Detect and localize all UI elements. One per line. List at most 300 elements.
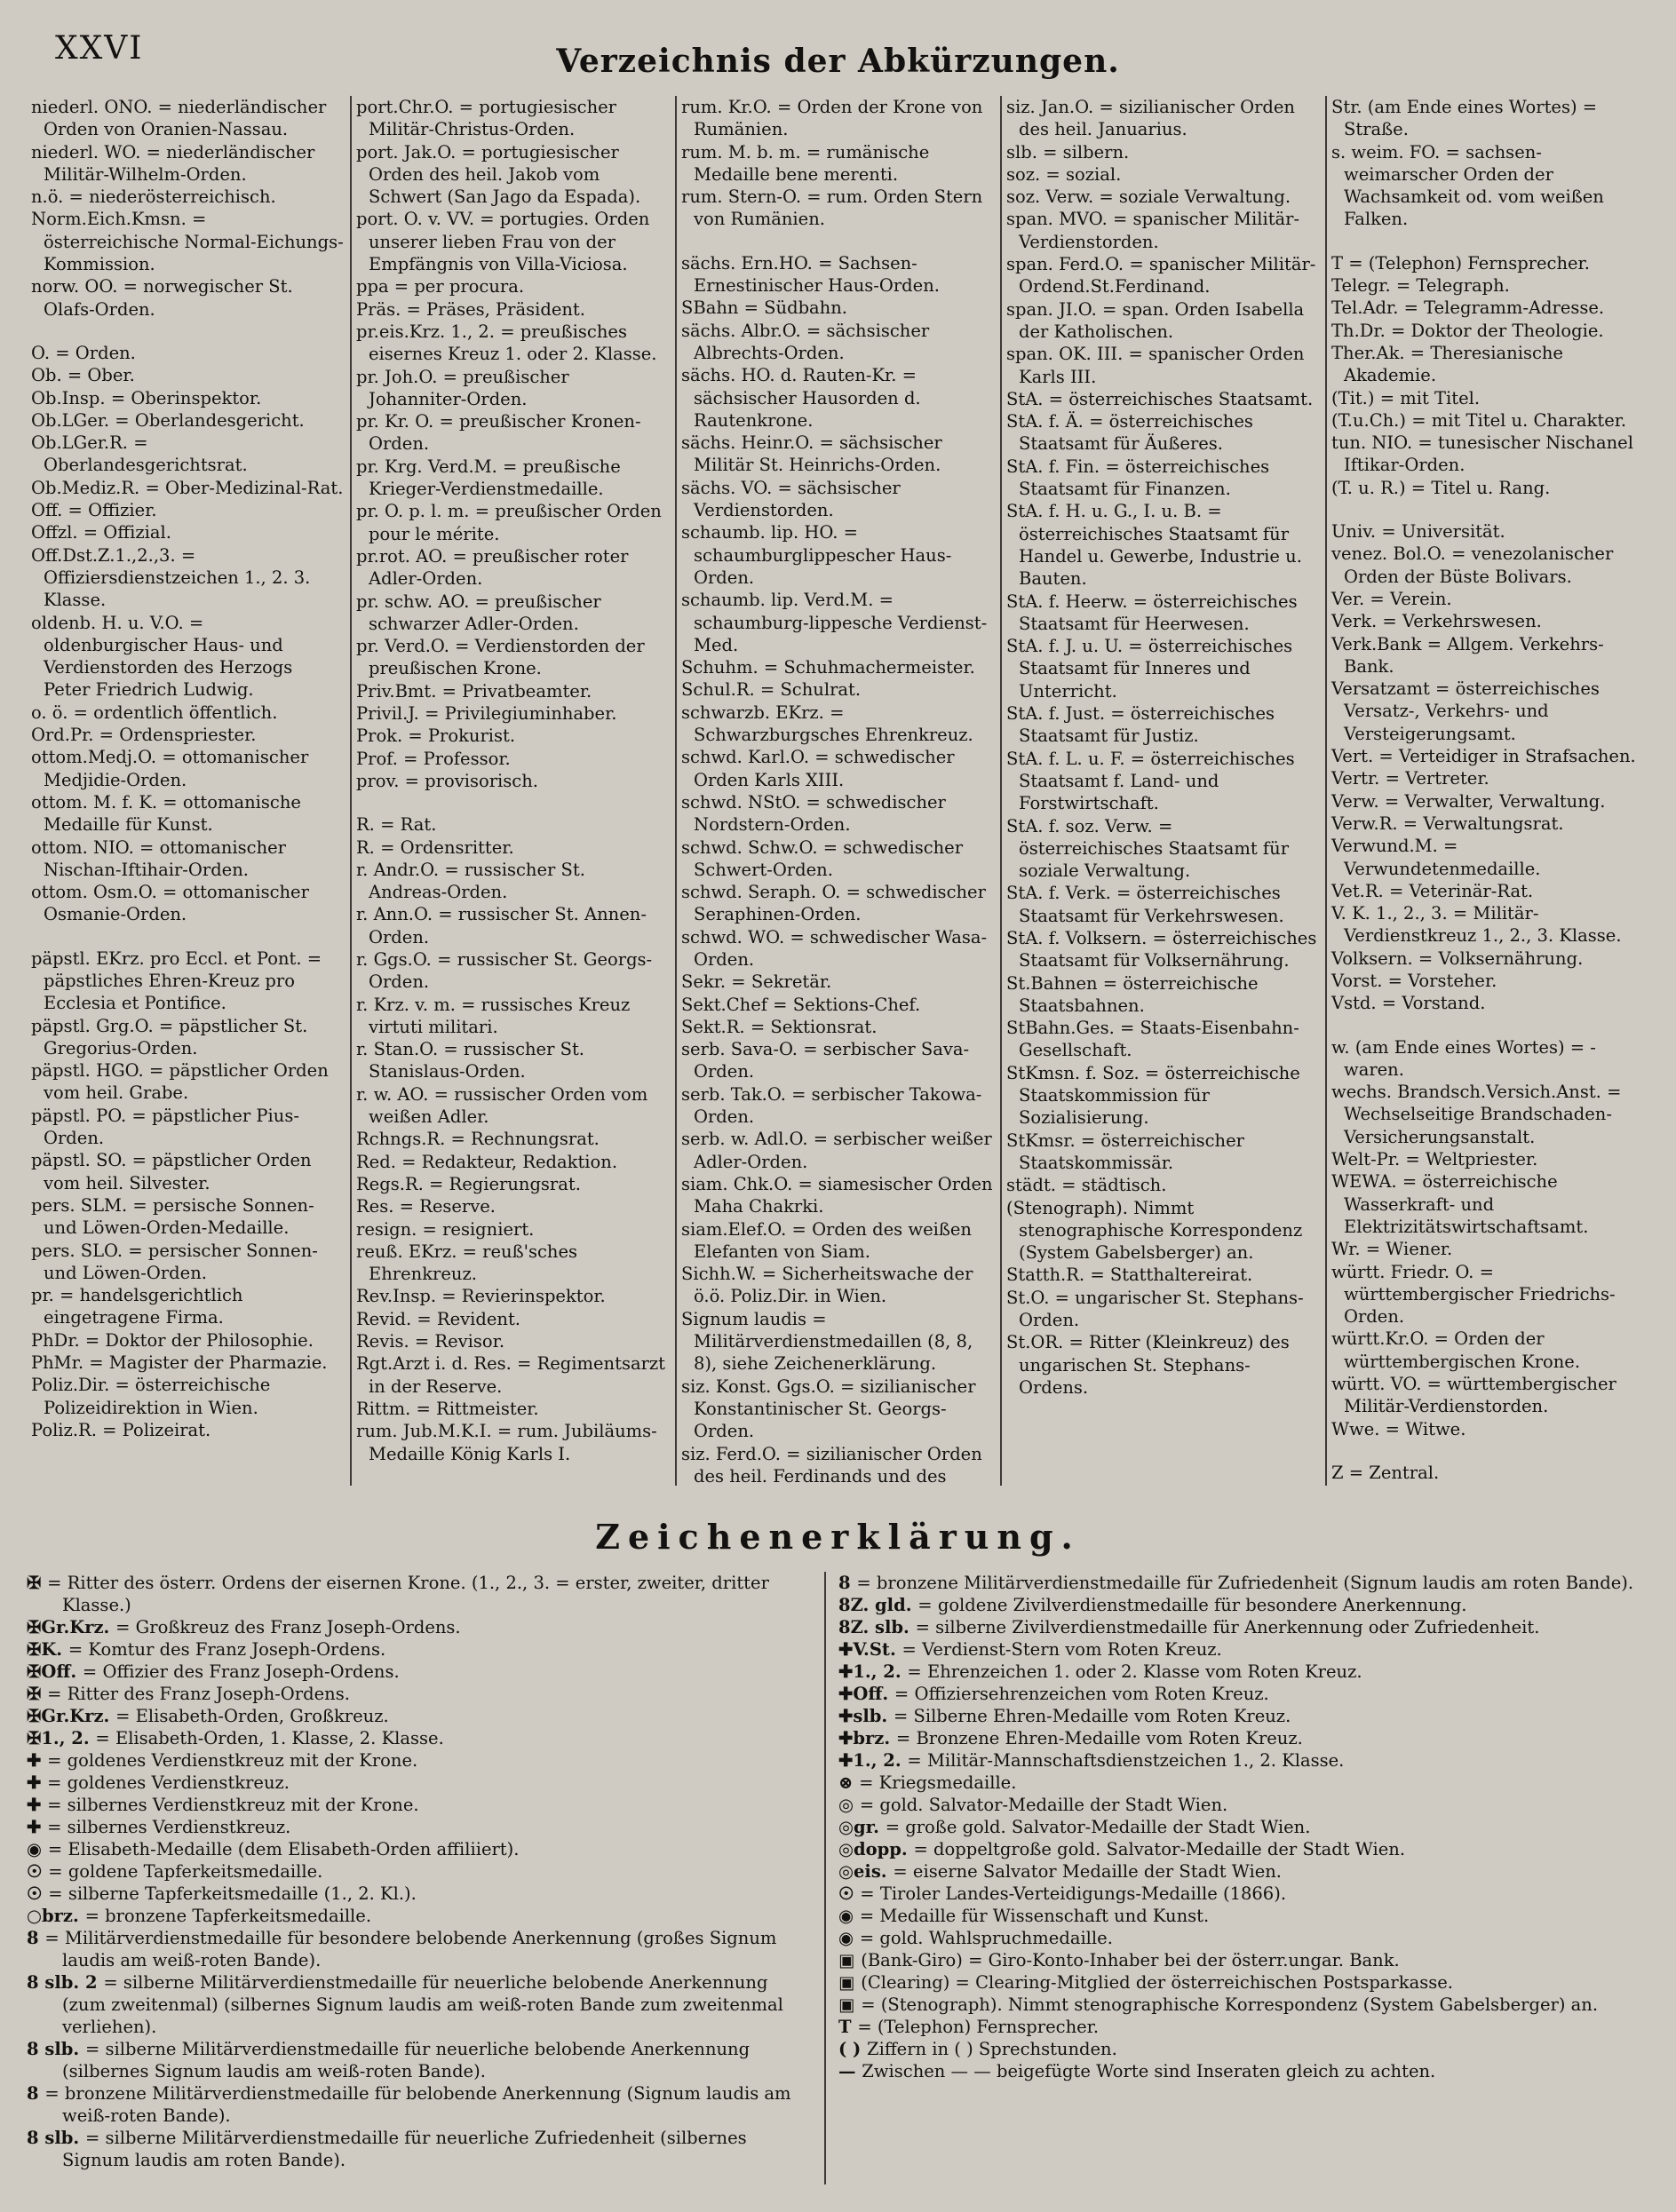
abbreviation-entry: Offzl. = Offizial.	[31, 522, 171, 543]
abbreviation-entry: ottom. M. f. K. = ottomanische Medaille für Kunst.	[31, 791, 301, 836]
legend-symbol: ✚	[27, 1772, 48, 1793]
abbreviation-entry: päpstl. HGO. = päpstlicher Orden vom heil. Grabe.	[31, 1060, 329, 1104]
abbreviation-entry: Ver. = Verein.	[1331, 588, 1452, 609]
abbreviation-entry: schwd. NStO. = schwedischer Nordstern-Orden.	[681, 791, 946, 836]
legend-entry	[838, 1638, 1652, 1661]
abbreviation-entry: Wr. = Wiener.	[1331, 1239, 1453, 1260]
abbreviation-entry: schaumb. lip. Verd.M. = schaumburg-lippesche Verdienst-Med.	[681, 590, 988, 655]
abbreviation-entry: pr. schw. AO. = preußischer schwarzer Adler-Orden.	[356, 591, 601, 634]
legend-text: = Silberne Ehren-Medaille vom Roten Kreuz.	[893, 1706, 1291, 1726]
legend-entry	[838, 1683, 1652, 1705]
legend-entry	[838, 1949, 1652, 1971]
abbreviation-entry: span. Ferd.O. = spanischer Militär-Ordend.St.Ferdinand.	[1006, 254, 1316, 297]
legend-symbol: ✚1., 2.	[838, 1661, 908, 1682]
abbreviation-entry: reuß. EKrz. = reuß'sches Ehrenkreuz.	[356, 1241, 578, 1285]
legend-entry	[27, 1838, 812, 1860]
legend-entry	[27, 1860, 812, 1883]
abbr-column-5	[1327, 96, 1652, 1486]
legend-entry	[838, 1616, 1652, 1638]
abbreviation-entry: StA. = österreichisches Staatsamt.	[1006, 388, 1314, 409]
abbreviation-entry: niederl. WO. = niederländischer Militär-Wilhelm-Orden.	[31, 141, 315, 185]
abbreviation-entry: StA. f. Verk. = österreichisches Staatsamt für Verkehrswesen.	[1006, 883, 1284, 926]
abbreviation-entry: prov. = provisorisch.	[356, 770, 538, 791]
abbreviation-entry: wechs. Brandsch.Versich.Anst. = Wechselseitige Brandschaden-Versicherungsanstalt.	[1331, 1082, 1622, 1147]
legend-text: = eiserne Salvator Medaille der Stadt Wien.	[893, 1861, 1283, 1882]
abbreviation-entry: Ob. = Ober.	[31, 365, 135, 386]
legend-text: = Militärverdienstmedaille für besondere belobende Anerkennung (großes Signum laudis am weiß-roten Bande).	[44, 1928, 777, 1970]
abbreviation-entry: tun. NIO. = tunesischer Nischanel Iftikar-Orden.	[1331, 432, 1633, 476]
legend-symbol: ⊗	[838, 1772, 860, 1793]
legend-text: = Medaille für Wissenschaft und Kunst.	[859, 1906, 1210, 1926]
abbr-column-2	[352, 96, 677, 1486]
legend-entry	[27, 1905, 812, 1927]
legend-symbol: ○brz.	[27, 1906, 85, 1926]
abbreviation-entry: Regs.R. = Regierungsrat.	[356, 1173, 581, 1194]
abbreviation-entry: StA. f. Just. = österreichisches Staatsamt für Justiz.	[1006, 703, 1275, 747]
legend-symbol: ✠Off.	[27, 1661, 83, 1682]
abbreviation-entry: Signum laudis = Militärverdienstmedaillen (8, 8, 8), siehe Zeichenerklärung.	[681, 1308, 973, 1375]
legend-text: = (Telephon) Fernsprecher.	[857, 2017, 1100, 2037]
legend-text: = Ritter des Franz Joseph-Ordens.	[47, 1684, 350, 1704]
legend-entry	[838, 1994, 1652, 2016]
legend-entry	[838, 1860, 1652, 1883]
page-number: XXVI	[55, 30, 144, 67]
abbreviation-entry: Revis. = Revisor.	[356, 1331, 505, 1352]
abbreviation-entry: pr.rot. AO. = preußischer roter Adler-Orden.	[356, 545, 629, 590]
legend-entry	[838, 1661, 1652, 1683]
legend-symbol: 8Z. slb.	[838, 1617, 916, 1637]
legend-symbol: 8 slb.	[27, 2128, 85, 2148]
abbreviation-entry: (T. u. R.) = Titel u. Rang.	[1331, 477, 1551, 498]
abbreviation-entry: Prok. = Prokurist.	[356, 725, 516, 747]
legend-symbol: 8 slb.	[27, 2039, 85, 2059]
legend-symbol: ▣	[838, 1950, 862, 1970]
legend-symbol: ✚slb.	[838, 1706, 894, 1726]
abbreviation-entry: R. = Rat.	[356, 814, 437, 836]
abbreviation-entry: pers. SLM. = persische Sonnen- und Löwen-Orden-Medaille.	[31, 1194, 314, 1239]
abbreviation-entry: Priv.Bmt. = Privatbeamter.	[356, 680, 592, 702]
legend-entry	[27, 1971, 812, 2038]
abbreviation-entry: StA. f. Ä. = österreichisches Staatsamt für Äußeres.	[1006, 411, 1253, 455]
abbreviation-entry: Volksern. = Volksernährung.	[1331, 947, 1584, 969]
abbreviation-entry: Vert. = Verteidiger in Strafsachen.	[1331, 746, 1636, 767]
legend-symbol: ◉	[838, 1928, 860, 1948]
abbreviation-entry: pr. Joh.O. = preußischer Johanniter-Orden.	[356, 366, 569, 409]
legend-symbol: ✠	[27, 1573, 48, 1593]
abbreviation-entry: serb. w. Adl.O. = serbischer weißer Adler-Orden.	[681, 1129, 992, 1172]
abbreviation-entry: sächs. Ern.HO. = Sachsen-Ernestinischer Haus-Orden.	[681, 252, 940, 297]
legend-text: = gold. Salvator-Medaille der Stadt Wien.	[859, 1795, 1228, 1815]
legend-text: = goldene Tapferkeitsmedaille.	[48, 1861, 323, 1882]
abbreviation-entry: span. JI.O. = span. Orden Isabella der Katholischen.	[1006, 298, 1305, 342]
abbreviation-entry: Verk. = Verkehrswesen.	[1331, 611, 1542, 632]
legend-symbol: ✠Gr.Krz.	[27, 1617, 116, 1637]
abbreviation-entry: soz. = sozial.	[1006, 163, 1122, 185]
abbreviation-entry: Präs. = Präses, Präsident.	[356, 298, 585, 320]
abbreviation-entry: päpstl. Grg.O. = päpstlicher St. Gregorius-Orden.	[31, 1015, 308, 1058]
legend-entry	[838, 2038, 1652, 2060]
abbreviation-entry: Poliz.Dir. = österreichische Polizeidirektion in Wien.	[31, 1375, 271, 1418]
legend-entry	[838, 1572, 1652, 1594]
abbreviation-entry: Ord.Pr. = Ordenspriester.	[31, 725, 257, 746]
legend-symbol: ✠K.	[27, 1639, 68, 1660]
legend-entry	[27, 1749, 812, 1772]
abbreviation-entry: s. weim. FO. = sachsen-weimarscher Orden der Wachsamkeit od. vom weißen Falken.	[1331, 141, 1604, 230]
legend-entry	[27, 1794, 812, 1816]
abbreviation-entry: St.O. = ungarischer St. Stephans-Orden.	[1006, 1287, 1304, 1331]
legend-text: = goldenes Verdienstkreuz mit der Krone.	[47, 1750, 418, 1771]
abbreviation-entry: WEWA. = österreichische Wasserkraft- und Elektrizitätswirtschaftsamt.	[1331, 1171, 1589, 1237]
abbr-column-1	[27, 96, 352, 1486]
legend-symbol: ( )	[838, 2039, 868, 2059]
legend-text: = doppeltgroße gold. Salvator-Medaille der Stadt Wien.	[913, 1839, 1406, 1859]
legend-text: = Komtur des Franz Joseph-Ordens.	[68, 1639, 386, 1660]
abbreviation-entry: StA. f. Volksern. = österreichisches Staatsamt für Volksernährung.	[1006, 927, 1317, 971]
abbreviation-entry: port.Chr.O. = portugiesischer Militär-Christus-Orden.	[356, 97, 617, 140]
abbreviation-entry: (Stenograph). Nimmt stenographische Korrespondenz (System Gabelsberger) an.	[1006, 1197, 1303, 1264]
abbreviations-columns	[27, 96, 1652, 1486]
legend-entry	[27, 1927, 812, 1971]
abbreviation-entry: Vet.R. = Veterinär-Rat.	[1331, 880, 1534, 901]
legend-text: = Elisabeth-Medaille (dem Elisabeth-Orden affiliiert).	[47, 1839, 520, 1859]
abbreviation-entry: schwd. WO. = schwedischer Wasa-Orden.	[681, 926, 988, 970]
abbreviation-entry: siz. Ferd.O. = sizilianischer Orden des heil. Ferdinands und des	[681, 1443, 982, 1486]
abbreviation-entry: slb. = silbern.	[1006, 141, 1130, 163]
abbreviation-entry: (Tit.) = mit Titel.	[1331, 387, 1481, 408]
legend-symbol: ✚V.St.	[838, 1639, 902, 1660]
legend-entry	[27, 1705, 812, 1727]
legend-section	[27, 1572, 1652, 2184]
abbreviation-entry: Red. = Redakteur, Redaktion.	[356, 1151, 618, 1172]
abbreviation-entry: ppa = per procura.	[356, 276, 525, 297]
abbreviation-entry: pr.eis.Krz. 1., 2. = preußisches eisernes Kreuz 1. oder 2. Klasse.	[356, 321, 657, 365]
legend-text: = silberne Militärverdienstmedaille für neuerliche belobende Anerkennung (zum zweitenmal) (silbernes Signum laudis am weiß-roten Bande zum zweitenmal verliehen).	[62, 1972, 783, 2037]
abbreviation-entry: Off.Dst.Z.1.,2.,3. = Offiziersdienstzeichen 1., 2. 3. Klasse.	[31, 544, 311, 611]
legend-text: = große gold. Salvator-Medaille der Stadt Wien.	[885, 1817, 1311, 1837]
abbreviation-entry: Vstd. = Vorstand.	[1331, 993, 1486, 1014]
abbreviation-entry: T = (Telephon) Fernsprecher.	[1331, 252, 1590, 274]
abbreviation-entry: sächs. Albr.O. = sächsischer Albrechts-Orden.	[681, 320, 930, 363]
abbreviation-entry: Th.Dr. = Doktor der Theologie.	[1331, 320, 1604, 341]
abbreviation-entry: resign. = resigniert.	[356, 1218, 535, 1240]
legend-symbol: ◉	[838, 1906, 860, 1926]
legend-text: = silberne Tapferkeitsmedaille (1., 2. Kl.).	[48, 1883, 417, 1904]
legend-symbol: ◎	[838, 1795, 860, 1815]
legend-symbol: ☉	[838, 1883, 861, 1904]
legend-entry	[838, 1794, 1652, 1816]
legend-symbol: ✚	[27, 1750, 48, 1771]
abbr-column-3	[677, 96, 1002, 1486]
abbreviation-entry: pr. Kr. O. = preußischer Kronen-Orden.	[356, 411, 641, 455]
legend-text: = bronzene Tapferkeitsmedaille.	[84, 1906, 372, 1926]
legend-entry	[838, 1971, 1652, 1994]
legend-symbol: 8 slb. 2	[27, 1972, 104, 1993]
legend-symbol: ✚brz.	[838, 1728, 896, 1748]
abbreviation-entry: päpstl. EKrz. pro Eccl. et Pont. = päpstliches Ehren-Kreuz pro Ecclesia et Pontifice.	[31, 947, 322, 1014]
abbreviation-entry: StA. f. H. u. G., I. u. B. = österreichisches Staatsamt für Handel u. Gewerbe, Industrie u. Bauten.	[1006, 501, 1302, 590]
abbreviation-entry: städt. = städtisch.	[1006, 1175, 1167, 1196]
legend-entry	[27, 2038, 812, 2082]
abbreviation-entry: Z = Zentral.	[1331, 1462, 1440, 1483]
legend-text: = Offiziersehrenzeichen vom Roten Kreuz.	[894, 1684, 1269, 1704]
legend-entry	[27, 1661, 812, 1683]
abbreviation-entry: Revid. = Revident.	[356, 1308, 520, 1329]
abbreviation-entry: O. = Orden.	[31, 342, 136, 363]
abbreviation-entry: württ.Kr.O. = Orden der württembergischen Krone.	[1331, 1328, 1581, 1372]
legend-symbol: ✠	[27, 1684, 48, 1704]
abbreviation-entry: Verwund.M. = Verwundetenmedaille.	[1331, 836, 1541, 879]
legend-symbol: ✠Gr.Krz.	[27, 1706, 116, 1726]
legend-entry	[27, 1572, 812, 1616]
abbreviation-entry: Verk.Bank = Allgem. Verkehrs-Bank.	[1331, 633, 1604, 677]
abbreviation-entry: soz. Verw. = soziale Verwaltung.	[1006, 186, 1291, 208]
legend-symbol: ▣	[838, 1972, 862, 1993]
abbreviation-entry: Verw. = Verwalter, Verwaltung.	[1331, 790, 1606, 812]
legend-text: = Elisabeth-Orden, Großkreuz.	[115, 1706, 389, 1726]
legend-text: (Bank-Giro) = Giro-Konto-Inhaber bei der österr.ungar. Bank.	[861, 1950, 1400, 1970]
abbreviation-entry: venez. Bol.O. = venezolanischer Orden der Büste Bolivars.	[1331, 543, 1614, 587]
legend-entry	[27, 1772, 812, 1794]
legend-text: = Ehrenzeichen 1. oder 2. Klasse vom Roten Kreuz.	[907, 1661, 1362, 1682]
legend-entry	[838, 1705, 1652, 1727]
abbreviation-entry: Telegr. = Telegraph.	[1331, 275, 1510, 297]
abbreviation-entry: Rittm. = Rittmeister.	[356, 1398, 539, 1419]
legend-entry	[27, 1727, 812, 1749]
legend-text: = silberne Zivilverdienstmedaille für Anerkennung oder Zufriedenheit.	[915, 1617, 1540, 1637]
abbreviation-entry: Rev.Insp. = Revierinspektor.	[356, 1286, 606, 1307]
legend-symbol: ▣	[838, 1994, 862, 2015]
abbreviation-entry: Sekr. = Sekretär.	[681, 971, 832, 993]
abbreviation-entry: ottom. Osm.O. = ottomanischer Osmanie-Orden.	[31, 882, 309, 925]
abbreviation-entry: pr. O. p. l. m. = preußischer Orden pour le mérite.	[356, 501, 662, 544]
abbreviation-entry: StBahn.Ges. = Staats-Eisenbahn-Gesellschaft.	[1006, 1018, 1299, 1061]
legend-text: = (Stenograph). Nimmt stenographische Korrespondenz (System Gabelsberger) an.	[861, 1994, 1599, 2015]
legend-symbol: ☉	[27, 1883, 49, 1904]
legend-symbol: ✚	[27, 1795, 48, 1815]
abbreviation-entry: Vorst. = Vorsteher.	[1331, 970, 1497, 991]
abbreviation-entry: serb. Sava-O. = serbischer Sava-Orden.	[681, 1039, 970, 1082]
abbreviation-entry: Tel.Adr. = Telegramm-Adresse.	[1331, 297, 1605, 319]
abbreviation-entry: SBahn = Südbahn.	[681, 297, 847, 319]
legend-text: = Militär-Mannschaftsdienstzeichen 1., 2. Klasse.	[907, 1750, 1345, 1771]
abbreviation-entry: Ob.LGer.R. = Oberlandesgerichtsrat.	[31, 432, 248, 476]
abbreviation-entry: Wwe. = Witwe.	[1331, 1418, 1466, 1439]
legend-text: = silberne Militärverdienstmedaille für neuerliche Zufriedenheit (silbernes Signum laudis am roten Bande).	[62, 2128, 747, 2170]
abbreviation-entry: r. w. AO. = russischer Orden vom weißen Adler.	[356, 1083, 648, 1128]
abbreviation-entry: Res. = Reserve.	[356, 1196, 496, 1217]
legend-symbol: 8	[27, 2083, 45, 2104]
legend-symbol: ◎gr.	[838, 1817, 886, 1837]
abbreviation-entry: St.Bahnen = österreichische Staatsbahnen.	[1006, 972, 1259, 1016]
abbreviation-entry: span. OK. III. = spanischer Orden Karls III.	[1006, 344, 1305, 387]
abbreviation-entry: PhDr. = Doktor der Philosophie.	[31, 1329, 314, 1351]
abbreviation-entry: Sichh.W. = Sicherheitswache der ö.ö. Poliz.Dir. in Wien.	[681, 1264, 973, 1307]
abbreviation-entry: pr. Verd.O. = Verdienstorden der preußischen Krone.	[356, 636, 645, 679]
legend-entry	[27, 1638, 812, 1661]
abbreviation-entry: württ. Friedr. O. = württembergischer Friedrichs-Orden.	[1331, 1261, 1616, 1328]
legend-text: = goldene Zivilverdienstmedaille für besondere Anerkennung.	[917, 1595, 1467, 1615]
legend-entry	[838, 1838, 1652, 1860]
legend-text: = bronzene Militärverdienstmedaille für Zufriedenheit (Signum laudis am roten Bande).	[856, 1573, 1634, 1593]
abbreviation-entry: Verw.R. = Verwaltungsrat.	[1331, 813, 1564, 834]
abbreviation-entry: Prof. = Professor.	[356, 748, 511, 769]
abbreviation-entry: Off. = Offizier.	[31, 500, 157, 521]
abbreviation-entry: Norm.Eich.Kmsn. = österreichische Normal-Eichungs-Kommission.	[31, 209, 344, 275]
legend-entry	[27, 1616, 812, 1638]
legend-entry	[27, 1883, 812, 1905]
abbreviation-entry: pr. = handelsgerichtlich eingetragene Firma.	[31, 1285, 243, 1328]
abbreviation-entry: Welt-Pr. = Weltpriester.	[1331, 1149, 1538, 1170]
legend-entry	[838, 1594, 1652, 1616]
legend-entry	[27, 2127, 812, 2171]
abbreviation-entry: Versatzamt = österreichisches Versatz-, Verkehrs- und Versteigerungsamt.	[1331, 678, 1600, 744]
abbreviation-entry: niederl. ONO. = niederländischer Orden von Oranien-Nassau.	[31, 97, 327, 140]
legend-symbol: ✚	[27, 1817, 48, 1837]
abbreviation-entry: schwd. Seraph. O. = schwedischer Seraphinen-Orden.	[681, 882, 986, 925]
legend-entry	[838, 1772, 1652, 1794]
legend-title: Zeichenerklärung.	[595, 1517, 1081, 1557]
abbreviation-entry: Ob.Insp. = Oberinspektor.	[31, 387, 262, 408]
legend-text: = silberne Militärverdienstmedaille für neuerliche belobende Anerkennung (silbernes Signum laudis am weiß-roten Bande).	[62, 2039, 751, 2081]
abbreviation-entry: rum. Stern-O. = rum. Orden Stern von Rumänien.	[681, 186, 983, 230]
legend-text: = Kriegsmedaille.	[859, 1772, 1017, 1793]
abbreviation-entry: port. O. v. VV. = portugies. Orden unserer lieben Frau von der Empfängnis von Villa-Viciosa.	[356, 209, 650, 275]
abbreviation-entry: ottom. NIO. = ottomanischer Nischan-Iftihair-Orden.	[31, 836, 286, 880]
legend-entry	[838, 1927, 1652, 1949]
legend-entry	[27, 2082, 812, 2127]
abbreviation-entry: port. Jak.O. = portugiesischer Orden des heil. Jakob vom Schwert (San Jago da Espada).	[356, 141, 641, 208]
legend-text: = Elisabeth-Orden, 1. Klasse, 2. Klasse.	[95, 1728, 444, 1748]
page-title: Verzeichnis der Abkürzungen.	[556, 43, 1120, 80]
abbreviation-entry: pr. Krg. Verd.M. = preußische Krieger-Verdienstmedaille.	[356, 456, 621, 500]
abbreviation-entry: PhMr. = Magister der Pharmazie.	[31, 1352, 328, 1374]
legend-entry	[838, 1816, 1652, 1838]
abbreviation-entry: sächs. Heinr.O. = sächsischer Militär St. Heinrichs-Orden.	[681, 432, 942, 476]
legend-text: = Verdienst-Stern vom Roten Kreuz.	[902, 1639, 1222, 1660]
abbreviation-entry: r. Krz. v. m. = russisches Kreuz virtuti militari.	[356, 994, 631, 1037]
legend-entry	[838, 2060, 1652, 2082]
legend-text: = Offizier des Franz Joseph-Ordens.	[82, 1661, 400, 1682]
abbreviation-entry: sächs. HO. d. Rauten-Kr. = sächsischer Hausorden d. Rautenkrone.	[681, 365, 921, 431]
abbreviation-entry: r. Stan.O. = russischer St. Stanislaus-Orden.	[356, 1039, 585, 1082]
abbreviation-entry: Ob.LGer. = Oberlandesgericht.	[31, 409, 305, 431]
abbreviation-entry: Rchngs.R. = Rechnungsrat.	[356, 1129, 600, 1150]
legend-text: = Ritter des österr. Ordens der eisernen Krone. (1., 2., 3. = erster, zweiter, dritter Klasse.)	[47, 1573, 769, 1615]
abbreviation-entry: siam. Chk.O. = siamesischer Orden Maha Chakrki.	[681, 1173, 993, 1217]
abbreviation-entry: Vertr. = Vertreter.	[1331, 768, 1489, 789]
abbreviation-entry: n.ö. = niederösterreichisch.	[31, 186, 276, 208]
legend-symbol: ☉	[27, 1861, 49, 1882]
abbreviation-entry: o. ö. = ordentlich öffentlich.	[31, 702, 278, 723]
abbreviation-entry: Schuhm. = Schuhmachermeister.	[681, 657, 975, 678]
legend-entry	[838, 1749, 1652, 1772]
legend-text: = gold. Wahlspruchmedaille.	[859, 1928, 1113, 1948]
abbreviation-entry: StA. f. soz. Verw. = österreichisches Staatsamt für soziale Verwaltung.	[1006, 815, 1290, 882]
abbreviation-entry: schwarzb. EKrz. = Schwarzburgsches Ehrenkreuz.	[681, 702, 973, 746]
legend-text: = silbernes Verdienstkreuz mit der Krone.	[47, 1795, 419, 1815]
abbreviation-entry: Str. (am Ende eines Wortes) = Straße.	[1331, 97, 1598, 140]
abbreviation-entry: norw. OO. = norwegischer St. Olafs-Orden.	[31, 276, 293, 320]
abbreviation-entry: schwd. Schw.O. = schwedischer Schwert-Orden.	[681, 836, 964, 880]
abbreviation-entry: schaumb. lip. HO. = schaumburglippescher Haus-Orden.	[681, 522, 952, 588]
abbreviation-entry: oldenb. H. u. V.O. = oldenburgischer Haus- und Verdienstorden des Herzogs Peter Friedrich Ludwig.	[31, 612, 293, 701]
abbreviation-entry: r. Andr.O. = russischer St. Andreas-Orden.	[356, 859, 585, 903]
abbreviation-entry: schwd. Karl.O. = schwedischer Orden Karls XIII.	[681, 747, 955, 790]
legend-text: Ziffern in ( ) Sprechstunden.	[867, 2039, 1117, 2059]
legend-symbol: ✚1., 2.	[838, 1750, 908, 1771]
legend-entry	[838, 1727, 1652, 1749]
legend-text: (Clearing) = Clearing-Mitglied der österreichischen Postsparkasse.	[861, 1972, 1453, 1993]
abbreviation-entry: rum. Jub.M.K.I. = rum. Jubiläums-Medaille König Karls I.	[356, 1421, 657, 1464]
legend-text: = goldenes Verdienstkreuz.	[47, 1772, 290, 1793]
abbreviation-entry: pers. SLO. = persischer Sonnen- und Löwen-Orden.	[31, 1240, 318, 1283]
legend-column-right	[826, 1572, 1652, 2184]
abbreviation-entry	[1331, 1484, 1646, 1486]
abbreviation-entry: rum. Kr.O. = Orden der Krone von Rumänien.	[681, 97, 983, 140]
abbreviation-entry: R. = Ordensritter.	[356, 836, 514, 858]
legend-column-left	[27, 1572, 826, 2184]
legend-entry	[838, 1883, 1652, 1905]
abbreviation-entry: serb. Tak.O. = serbischer Takowa-Orden.	[681, 1083, 982, 1128]
abbreviation-entry: r. Ggs.O. = russischer St. Georgs-Orden.	[356, 948, 653, 993]
abbreviation-entry: Ther.Ak. = Theresianische Akademie.	[1331, 342, 1563, 386]
abbreviation-entry: StA. f. J. u. U. = österreichisches Staatsamt für Inneres und Unterricht.	[1006, 636, 1293, 702]
abbreviation-entry: sächs. VO. = sächsischer Verdienstorden.	[681, 477, 901, 521]
abbreviation-entry: Rgt.Arzt i. d. Res. = Regimentsarzt in der Reserve.	[356, 1353, 666, 1397]
legend-text: = Bronzene Ehren-Medaille vom Roten Kreuz.	[895, 1728, 1303, 1748]
legend-symbol: ◉	[27, 1839, 48, 1859]
abbreviation-entry: (T.u.Ch.) = mit Titel u. Charakter.	[1331, 409, 1627, 431]
legend-text: = bronzene Militärverdienstmedaille für belobende Anerkennung (Signum laudis am weiß-roten Bande).	[44, 2083, 791, 2126]
abbreviation-entry: Statth.R. = Statthaltereirat.	[1006, 1265, 1253, 1286]
legend-text: = Großkreuz des Franz Joseph-Ordens.	[115, 1617, 461, 1637]
legend-entry	[27, 1816, 812, 1838]
abbreviation-entry: päpstl. PO. = päpstlicher Pius-Orden.	[31, 1105, 299, 1149]
abbreviation-entry: rum. M. b. m. = rumänische Medaille bene merenti.	[681, 141, 930, 185]
abbreviation-entry: württ. VO. = württembergischer Militär-Verdienstorden.	[1331, 1374, 1616, 1417]
abbreviation-entry: StA. f. Fin. = österreichisches Staatsamt für Finanzen.	[1006, 456, 1270, 500]
abbreviation-entry: Schul.R. = Schulrat.	[681, 679, 862, 701]
abbreviation-entry: Univ. = Universität.	[1331, 521, 1505, 543]
legend-text: = silbernes Verdienstkreuz.	[47, 1817, 291, 1837]
abbreviation-entry: StA. f. Heerw. = österreichisches Staatsamt für Heerwesen.	[1006, 591, 1298, 634]
abbreviation-entry: w. (am Ende eines Wortes) = -waren.	[1331, 1036, 1596, 1080]
abbreviation-entry: siam.Elef.O. = Orden des weißen Elefanten von Siam.	[681, 1218, 972, 1262]
legend-symbol: 8Z. gld.	[838, 1595, 918, 1615]
abbreviation-entry: V. K. 1., 2., 3. = Militär-Verdienstkreuz 1., 2., 3. Klasse.	[1331, 903, 1622, 947]
abbreviation-entry: Poliz.R. = Polizeirat.	[31, 1419, 211, 1440]
abbr-column-4	[1002, 96, 1327, 1486]
legend-symbol: T	[838, 2017, 858, 2037]
legend-symbol: 8	[838, 1573, 857, 1593]
abbreviation-entry: Sekt.R. = Sektionsrat.	[681, 1016, 878, 1037]
abbreviation-entry: StA. f. L. u. F. = österreichisches Staatsamt f. Land- und Forstwirtschaft.	[1006, 748, 1295, 814]
legend-symbol: ◎eis.	[838, 1861, 894, 1882]
legend-symbol: —	[838, 2061, 862, 2081]
abbreviation-entry: siz. Konst. Ggs.O. = sizilianischer Konstantinischer St. Georgs-Orden.	[681, 1376, 976, 1442]
legend-symbol: 8	[27, 1928, 45, 1948]
legend-symbol: ✚Off.	[838, 1684, 894, 1704]
legend-symbol: ✠1., 2.	[27, 1728, 96, 1748]
abbreviation-entry: r. Ann.O. = russischer St. Annen-Orden.	[356, 904, 647, 947]
legend-entry	[838, 1905, 1652, 1927]
abbreviation-entry: St.OR. = Ritter (Kleinkreuz) des ungarischen St. Stephans-Ordens.	[1006, 1332, 1290, 1398]
abbreviation-entry: siz. Jan.O. = sizilianischer Orden des heil. Januarius.	[1006, 97, 1295, 140]
abbreviation-entry: Sekt.Chef = Sektions-Chef.	[681, 994, 921, 1015]
abbreviation-entry: StKmsn. f. Soz. = österreichische Staatskommission für Sozialisierung.	[1006, 1062, 1300, 1129]
abbreviation-entry: Ob.Mediz.R. = Ober-Medizinal-Rat.	[31, 477, 344, 498]
legend-text: = Tiroler Landes-Verteidigungs-Medaille (1866).	[860, 1883, 1287, 1904]
